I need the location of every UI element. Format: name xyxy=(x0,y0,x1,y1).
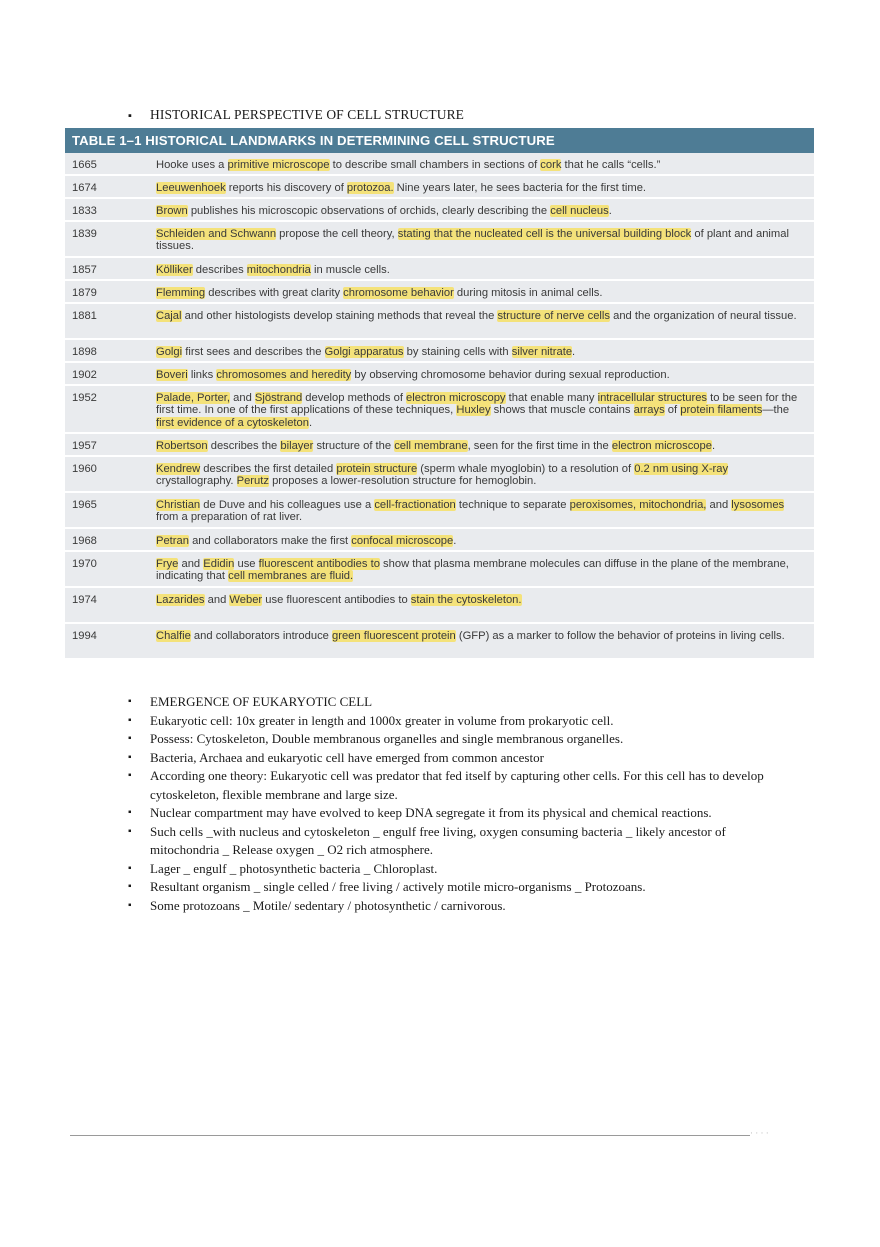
description-text: describes xyxy=(192,264,247,276)
highlighted-text: electron microscope xyxy=(611,440,712,452)
year-cell: 1857 xyxy=(72,264,97,276)
highlighted-text: fluorescent antibodies to xyxy=(258,558,380,570)
list-item-text: Such cells _with nucleus and cytoskeleton _ engulf free living, oxygen consuming bacteria _ likely ancestor of mitochondria _ Release oxygen _ O2 rich atmosphere. xyxy=(150,823,726,857)
description-text: describes the first detailed xyxy=(200,463,337,475)
description-text: and other histologists develop staining methods that reveal the xyxy=(181,310,498,322)
highlighted-text: Edidin xyxy=(203,558,235,570)
list-item xyxy=(128,823,768,860)
year-cell: 1879 xyxy=(72,287,97,299)
bullet-icon: ▪ xyxy=(128,714,132,726)
description-text: and collaborators make the first xyxy=(188,535,352,547)
highlighted-text: Robertson xyxy=(156,440,208,452)
table-row xyxy=(65,340,814,363)
description-text: —the xyxy=(762,404,790,417)
description-cell xyxy=(154,222,814,256)
description-text: and xyxy=(706,499,732,511)
highlighted-text: Weber xyxy=(229,594,263,606)
list-item-text: EMERGENCE OF EUKARYOTIC CELL xyxy=(150,694,373,709)
description-cell xyxy=(154,153,814,174)
description-text: structure of the xyxy=(313,440,395,452)
description-text: de Duve and his colleagues use a xyxy=(200,499,375,511)
highlighted-text: peroxisomes, mitochondria, xyxy=(569,499,707,511)
notes-list xyxy=(128,693,768,915)
description-text: shows that muscle contains xyxy=(490,404,634,417)
highlighted-text: Boveri xyxy=(156,369,188,381)
highlighted-text: 0.2 nm using X-ray xyxy=(634,463,729,475)
description-text: describes the xyxy=(207,440,281,452)
highlighted-text: Brown xyxy=(156,205,188,217)
highlighted-text: Huxley xyxy=(456,404,491,417)
list-item-text: Bacteria, Archaea and eukaryotic cell have emerged from common ancestor xyxy=(150,749,544,765)
description-cell xyxy=(154,258,814,279)
highlighted-text: Kölliker xyxy=(156,264,193,276)
footer-divider xyxy=(70,1135,750,1136)
table-row xyxy=(65,624,814,660)
year-cell: 1974 xyxy=(72,594,97,606)
description-text: develop methods of xyxy=(302,392,407,404)
description-text: links xyxy=(187,369,217,381)
highlighted-text: cell-fractionation xyxy=(374,499,456,511)
table-row xyxy=(65,281,814,304)
year-cell: 1898 xyxy=(72,346,97,358)
description-text: . xyxy=(711,440,716,452)
description-text: reports his discovery of xyxy=(225,182,347,194)
description-text: . xyxy=(608,205,612,217)
highlighted-text: confocal microscope xyxy=(351,535,454,547)
highlighted-text: Perutz xyxy=(236,475,269,488)
year-cell: 1674 xyxy=(72,182,97,194)
description-text: use xyxy=(234,558,259,570)
description-text: by observing chromosome behavior during sexual reproduction. xyxy=(351,369,670,381)
description-text: proposes a lower-resolution structure for hemoglobin. xyxy=(268,475,537,488)
description-text: by staining cells with xyxy=(403,346,512,358)
description-text: and xyxy=(178,558,204,570)
description-cell xyxy=(154,199,814,220)
highlighted-text: lysosomes xyxy=(731,499,785,511)
highlighted-text: Leeuwenhoek xyxy=(156,182,226,194)
table-row xyxy=(65,363,814,386)
highlighted-text: Palade, Porter, xyxy=(156,392,231,404)
description-text: in muscle cells. xyxy=(310,264,390,276)
bullet-icon: ▪ xyxy=(128,825,132,837)
year-cell: 1957 xyxy=(72,440,97,452)
highlighted-text: Schleiden and Schwann xyxy=(156,228,277,240)
list-item-text: Nuclear compartment may have evolved to keep DNA segregate it from its physical and chemical reactions. xyxy=(150,805,712,820)
description-text: (GFP) as a marker to follow the behavior of proteins in living cells. xyxy=(455,630,785,642)
description-text: from a preparation of rat liver. xyxy=(156,511,303,524)
description-text: and the organization of neural tissue. xyxy=(609,310,797,322)
highlighted-text: Sjöstrand xyxy=(254,392,303,404)
description-text: Nine years later, he sees bacteria for the first time. xyxy=(393,182,647,194)
description-cell xyxy=(154,529,814,550)
table-row xyxy=(65,386,814,434)
section-heading xyxy=(128,107,464,123)
table-row xyxy=(65,153,814,176)
table-row xyxy=(65,304,814,340)
description-cell xyxy=(154,457,814,491)
table-row xyxy=(65,258,814,281)
year-cell: 1833 xyxy=(72,205,97,217)
list-item-text: Resultant organism _ single celled / free living / actively motile micro-organisms _ Protozoans. xyxy=(150,879,646,894)
description-cell xyxy=(154,281,814,302)
table-row xyxy=(65,552,814,588)
description-text: of xyxy=(664,404,681,417)
description-text: Hooke uses a xyxy=(156,159,228,171)
bullet-icon: ▪ xyxy=(128,862,132,874)
description-text: first sees and describes the xyxy=(182,346,325,358)
description-cell xyxy=(154,552,814,586)
description-cell xyxy=(154,493,814,527)
highlighted-text: green fluorescent protein xyxy=(332,630,456,642)
year-cell: 1839 xyxy=(72,228,97,240)
description-text: to be seen for the first time. In one of the first applications of these techniques, xyxy=(156,392,798,417)
description-cell xyxy=(154,588,814,622)
description-text: , seen for the first time in the xyxy=(467,440,612,452)
year-cell: 1665 xyxy=(72,159,97,171)
bullet-icon: ▪ xyxy=(128,751,132,763)
highlighted-text: Golgi apparatus xyxy=(324,346,404,358)
highlighted-text: intracellular structures xyxy=(597,392,708,404)
table-row xyxy=(65,222,814,258)
highlighted-text: cell membranes are fluid. xyxy=(228,570,354,583)
highlighted-text: electron microscopy xyxy=(406,392,506,404)
highlighted-text: structure of nerve cells xyxy=(497,310,610,322)
description-text: and xyxy=(230,392,255,404)
list-item-text: Possess: Cytoskeleton, Double membranous organelles and single membranous organelles. xyxy=(150,731,624,746)
description-text: of plant and animal tissues. xyxy=(156,228,789,253)
highlighted-text: mitochondria xyxy=(246,264,311,276)
description-text: . xyxy=(453,535,457,547)
landmarks-table xyxy=(65,128,814,660)
table-row xyxy=(65,434,814,457)
bullet-icon: ▪ xyxy=(128,770,132,781)
description-text: that he calls “cells.” xyxy=(561,159,661,171)
highlighted-text: arrays xyxy=(633,404,665,417)
table-row xyxy=(65,529,814,552)
year-cell: 1952 xyxy=(72,392,97,404)
description-cell xyxy=(154,176,814,197)
list-item xyxy=(128,712,768,731)
description-cell xyxy=(154,340,814,361)
list-item xyxy=(128,878,768,897)
list-item-text: Eukaryotic cell: 10x greater in length and 1000x greater in volume from prokaryotic cell. xyxy=(150,712,614,728)
description-cell xyxy=(154,434,814,455)
highlighted-text: chromosomes and heredity xyxy=(216,369,352,381)
highlighted-text: primitive microscope xyxy=(227,159,330,171)
bullet-icon: ▪ xyxy=(128,110,132,122)
highlighted-text: protein structure xyxy=(336,463,418,475)
year-cell: 1881 xyxy=(72,310,97,322)
list-item xyxy=(128,749,768,768)
list-item xyxy=(128,804,768,823)
table-row xyxy=(65,493,814,529)
list-item xyxy=(128,730,768,749)
table-body xyxy=(65,153,814,660)
description-text: technique to separate xyxy=(455,499,570,511)
description-cell xyxy=(154,386,814,432)
description-text: during mitosis in animal cells. xyxy=(453,287,603,299)
highlighted-text: Chalfie xyxy=(156,630,191,642)
list-item xyxy=(128,897,768,916)
table-row xyxy=(65,457,814,493)
description-text: . xyxy=(572,346,576,358)
bullet-icon: ▪ xyxy=(128,881,132,892)
list-item-text: Some protozoans _ Motile/ sedentary / photosynthetic / carnivorous. xyxy=(150,897,506,913)
highlighted-text: Cajal xyxy=(156,310,182,322)
highlighted-text: Flemming xyxy=(156,287,206,299)
description-text: publishes his microscopic observations of orchids, clearly describing the xyxy=(187,205,551,217)
description-text: use fluorescent antibodies to xyxy=(262,594,411,606)
list-item-text: According one theory: Eukaryotic cell was predator that fed itself by capturing other cells. For this cell has to develop cytoskeleton, flexible membrane and large size. xyxy=(150,768,764,802)
table-row xyxy=(65,176,814,199)
description-cell xyxy=(154,304,814,338)
highlighted-text: first evidence of a cytoskeleton xyxy=(156,416,309,429)
description-text: show that plasma membrane molecules can diffuse in the plane of the membrane, indicating that xyxy=(156,558,789,583)
year-cell: 1902 xyxy=(72,369,97,381)
description-text: . xyxy=(308,416,313,429)
list-item xyxy=(128,860,768,879)
highlighted-text: silver nitrate xyxy=(511,346,573,358)
bullet-icon: ▪ xyxy=(128,733,132,744)
list-item-text: Lager _ engulf _ photosynthetic bacteria _ Chloroplast. xyxy=(150,860,438,876)
highlighted-text: chromosome behavior xyxy=(343,287,454,299)
list-item xyxy=(128,693,768,712)
table-row xyxy=(65,588,814,624)
highlighted-text: stating that the nucleated cell is the universal building block xyxy=(397,228,692,240)
highlighted-text: cell nucleus xyxy=(550,205,609,217)
description-cell xyxy=(154,363,814,384)
description-text: propose the cell theory, xyxy=(276,228,398,240)
footer-mark: · · · · xyxy=(750,1128,769,1138)
year-cell: 1960 xyxy=(72,463,97,475)
year-cell: 1968 xyxy=(72,535,97,547)
bullet-icon: ▪ xyxy=(128,696,132,707)
highlighted-text: stain the cytoskeleton. xyxy=(410,594,522,606)
highlighted-text: protozoa. xyxy=(346,182,394,194)
year-cell: 1965 xyxy=(72,499,97,511)
description-text: describes with great clarity xyxy=(205,287,344,299)
list-item xyxy=(128,767,768,804)
highlighted-text: cork xyxy=(540,159,562,171)
highlighted-text: protein filaments xyxy=(680,404,763,417)
table-row xyxy=(65,199,814,222)
highlighted-text: Golgi xyxy=(156,346,183,358)
description-text: that enable many xyxy=(505,392,598,404)
description-text: to describe small chambers in sections of xyxy=(329,159,541,171)
description-text: crystallography. xyxy=(156,475,237,488)
table-title: TABLE 1–1 HISTORICAL LANDMARKS IN DETERMINING CELL STRUCTURE xyxy=(65,128,814,153)
year-cell: 1970 xyxy=(72,558,97,570)
section-heading-text: HISTORICAL PERSPECTIVE OF CELL STRUCTURE xyxy=(150,107,465,122)
highlighted-text: Kendrew xyxy=(156,463,201,475)
description-text: and xyxy=(204,594,230,606)
bullet-icon: ▪ xyxy=(128,807,132,818)
highlighted-text: Petran xyxy=(156,535,189,547)
description-text: and collaborators introduce xyxy=(190,630,332,642)
highlighted-text: Frye xyxy=(156,558,179,570)
highlighted-text: Lazarides xyxy=(156,594,205,606)
highlighted-text: Christian xyxy=(156,499,201,511)
highlighted-text: cell membrane xyxy=(394,440,468,452)
bullet-icon: ▪ xyxy=(128,899,132,911)
description-text: (sperm whale myoglobin) to a resolution of xyxy=(417,463,635,475)
description-cell xyxy=(154,624,814,658)
highlighted-text: bilayer xyxy=(280,440,314,452)
year-cell: 1994 xyxy=(72,630,97,642)
